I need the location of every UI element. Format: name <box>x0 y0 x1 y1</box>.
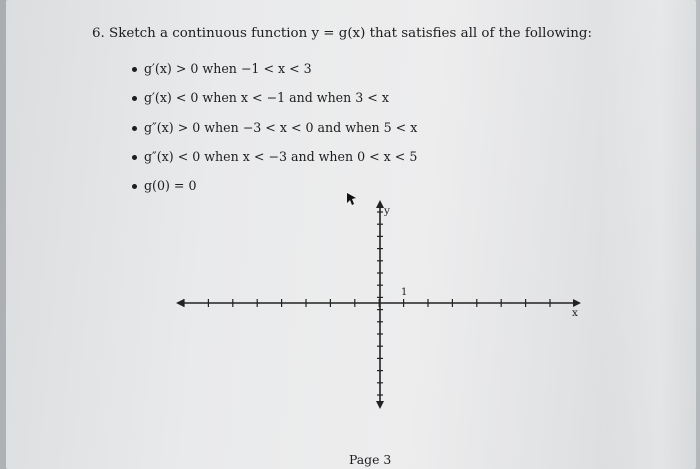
x-axis-arrow-right-icon <box>573 299 581 307</box>
x-axis-label: x <box>572 307 578 319</box>
condition-4: g″(x) < 0 when x < −3 and when 0 < x < 5 <box>144 149 418 164</box>
cursor-arrow-icon <box>347 193 356 205</box>
condition-5: g(0) = 0 <box>144 178 197 193</box>
y-axis-arrow-down-icon <box>376 401 384 409</box>
y-axis-arrow-up-icon <box>376 200 384 208</box>
tick-label-one: 1 <box>401 287 408 298</box>
page-number: Page 3 <box>349 452 392 467</box>
condition-2: g′(x) < 0 when x < −1 and when 3 < x <box>144 90 389 105</box>
condition-1: g′(x) > 0 when −1 < x < 3 <box>144 61 312 76</box>
condition-3: g″(x) > 0 when −3 < x < 0 and when 5 < x <box>144 120 418 135</box>
question-prompt: 6. Sketch a continuous function y = g(x) that satisfies all of the following: <box>92 26 592 41</box>
y-axis-label: y <box>384 205 390 217</box>
x-axis-arrow-left-icon <box>176 299 184 307</box>
